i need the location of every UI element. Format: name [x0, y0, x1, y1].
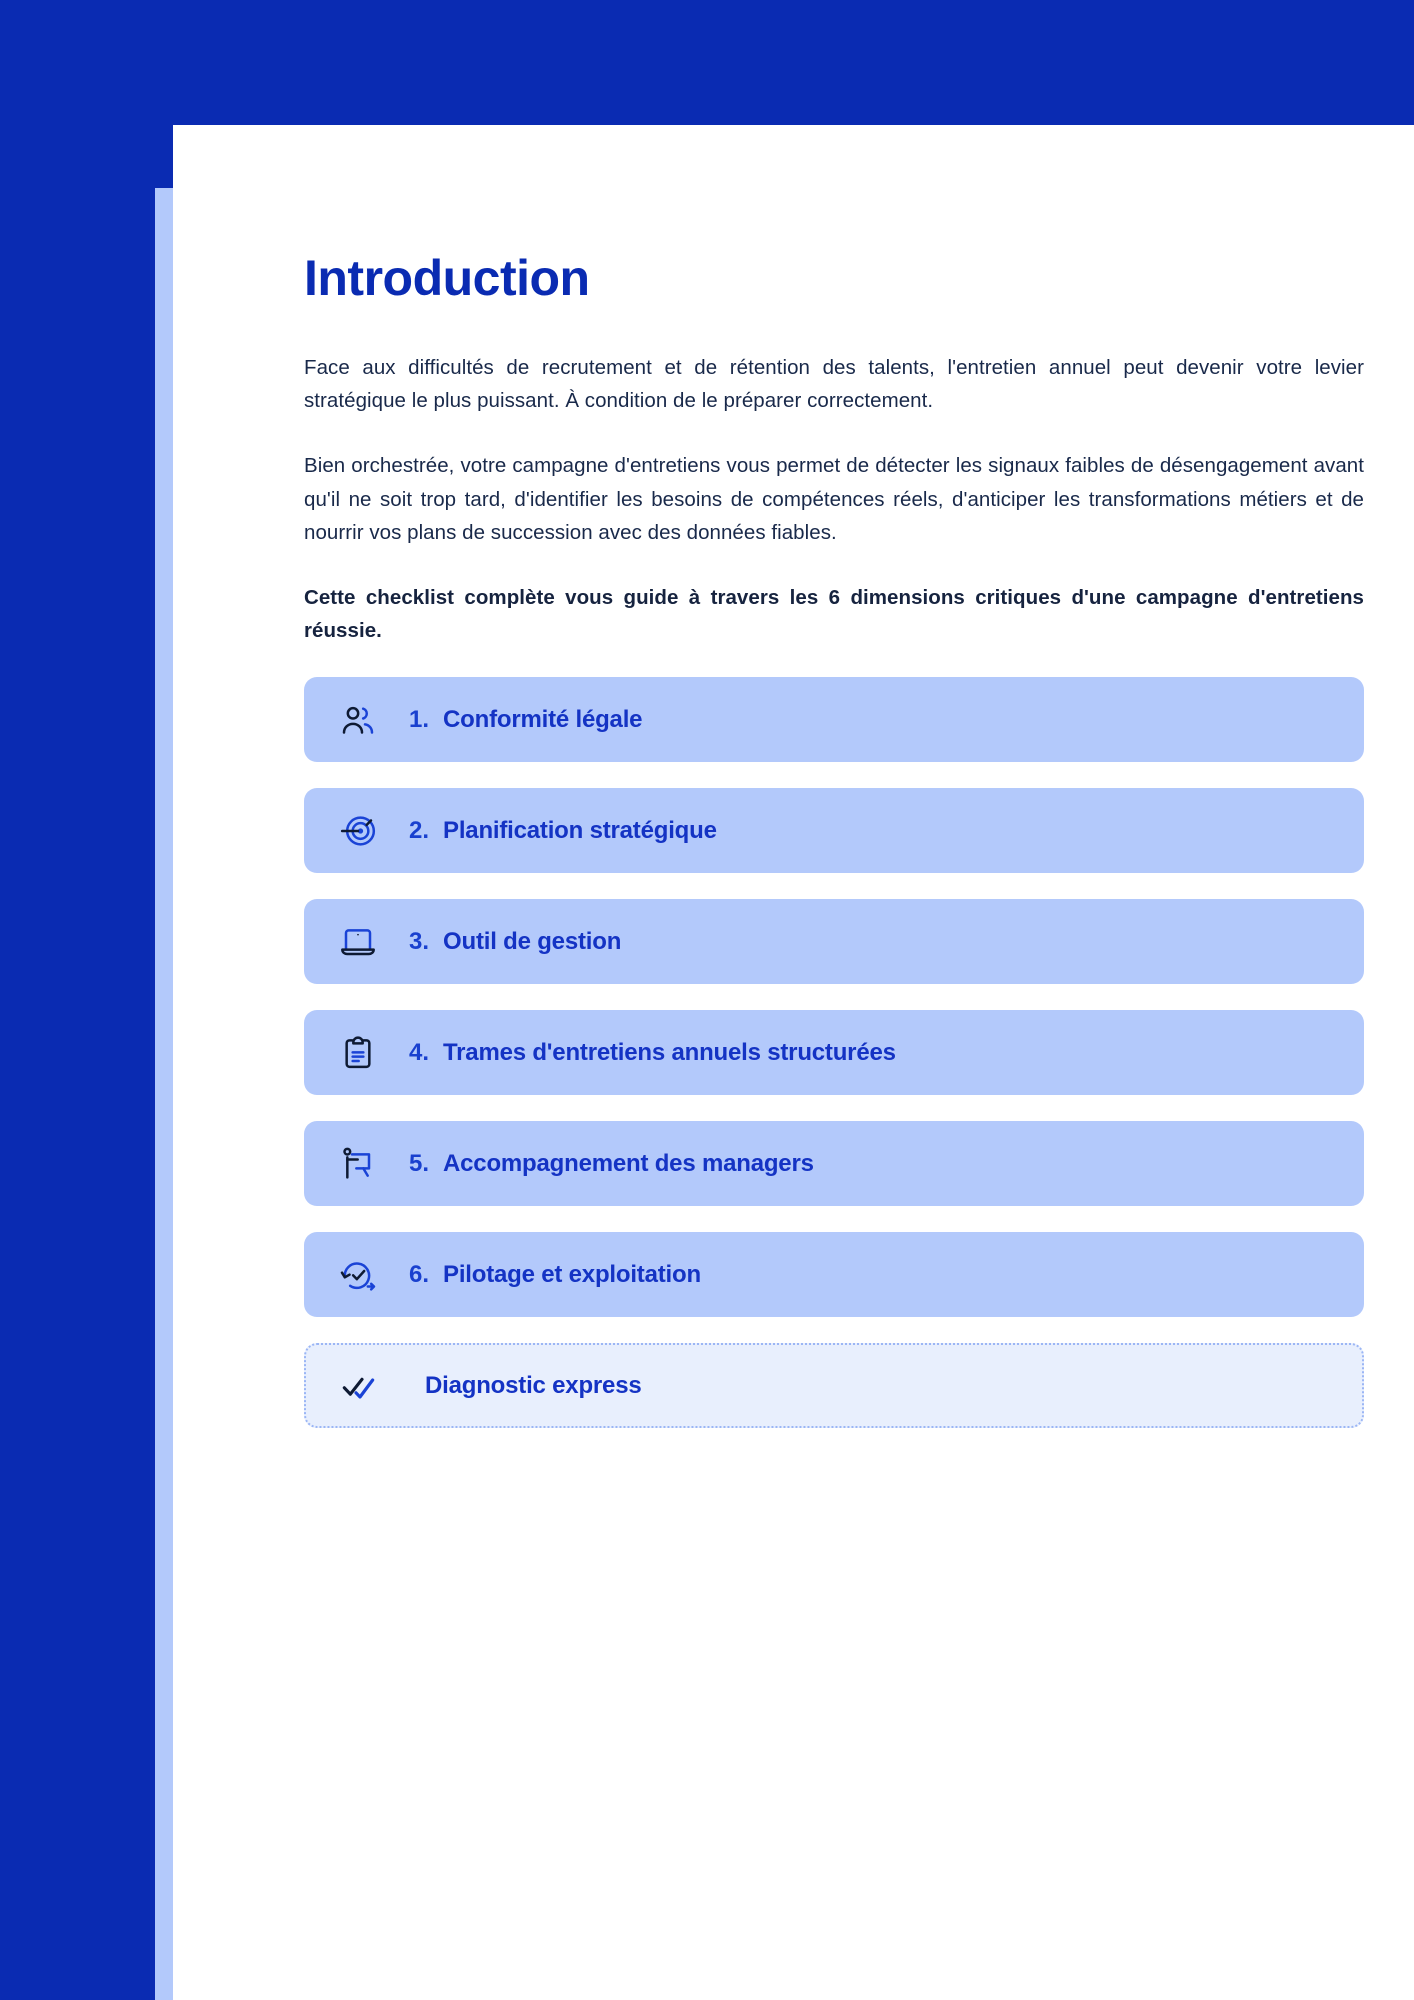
checklist-item-number: 4. [409, 1038, 430, 1066]
presenter-icon [337, 1143, 379, 1185]
checklist-item-trames-entretiens[interactable] [304, 1010, 1364, 1095]
accent-stripe [155, 188, 174, 2000]
checklist-item-number: 1. [409, 705, 430, 733]
checklist-item-label: Pilotage et exploitation [443, 1260, 701, 1288]
checklist-item-outil-de-gestion[interactable] [304, 899, 1364, 984]
checklist-item-planification-strategique[interactable] [304, 788, 1364, 873]
checklist-item-number: 5. [409, 1149, 430, 1177]
checklist-item-diagnostic-express[interactable] [304, 1343, 1364, 1428]
checklist-item-number: 2. [409, 816, 430, 844]
checklist-item-label: Trames d'entretiens annuels structurées [443, 1038, 896, 1066]
checklist-item-label: Conformité légale [443, 705, 643, 733]
intro-paragraph-3: Cette checklist complète vous guide à travers les 6 dimensions critiques d'une campagne d'entretiens réussie. [304, 586, 1364, 643]
document-page [173, 125, 1414, 2000]
checklist-item-label: Accompagnement des managers [443, 1149, 814, 1177]
target-arrow-icon [337, 810, 379, 852]
clipboard-icon [337, 1032, 379, 1074]
intro-paragraph-1: Face aux difficultés de recrutement et de rétention des talents, l'entretien annuel peut devenir votre levier stratégique le plus puissant. À condition de le préparer correctement. [304, 356, 1364, 413]
checklist-item-label: Planification stratégique [443, 816, 717, 844]
intro-paragraph-2: Bien orchestrée, votre campagne d'entretiens vous permet de détecter les signaux faibles de désengagement avant qu'il ne soit trop tard, d'identifier les besoins de compétences réels, d'anticiper les transformations métiers et de nourrir vos plans de succession avec des données fiables. [304, 454, 1364, 544]
checklist-item-label: Diagnostic express [425, 1371, 642, 1399]
checklist-item-pilotage-exploitation[interactable] [304, 1232, 1364, 1317]
double-check-icon [339, 1365, 381, 1407]
document-content [304, 250, 1364, 1454]
checklist-item-number: 3. [409, 927, 430, 955]
checklist-card-list [304, 677, 1364, 1428]
checklist-item-accompagnement-managers[interactable] [304, 1121, 1364, 1206]
page-title: Introduction [304, 250, 590, 306]
checklist-item-conformite-legale[interactable] [304, 677, 1364, 762]
checklist-item-label: Outil de gestion [443, 927, 622, 955]
checklist-item-number: 6. [409, 1260, 430, 1288]
cycle-check-icon [337, 1254, 379, 1296]
users-icon [337, 699, 379, 741]
laptop-icon [337, 921, 379, 963]
